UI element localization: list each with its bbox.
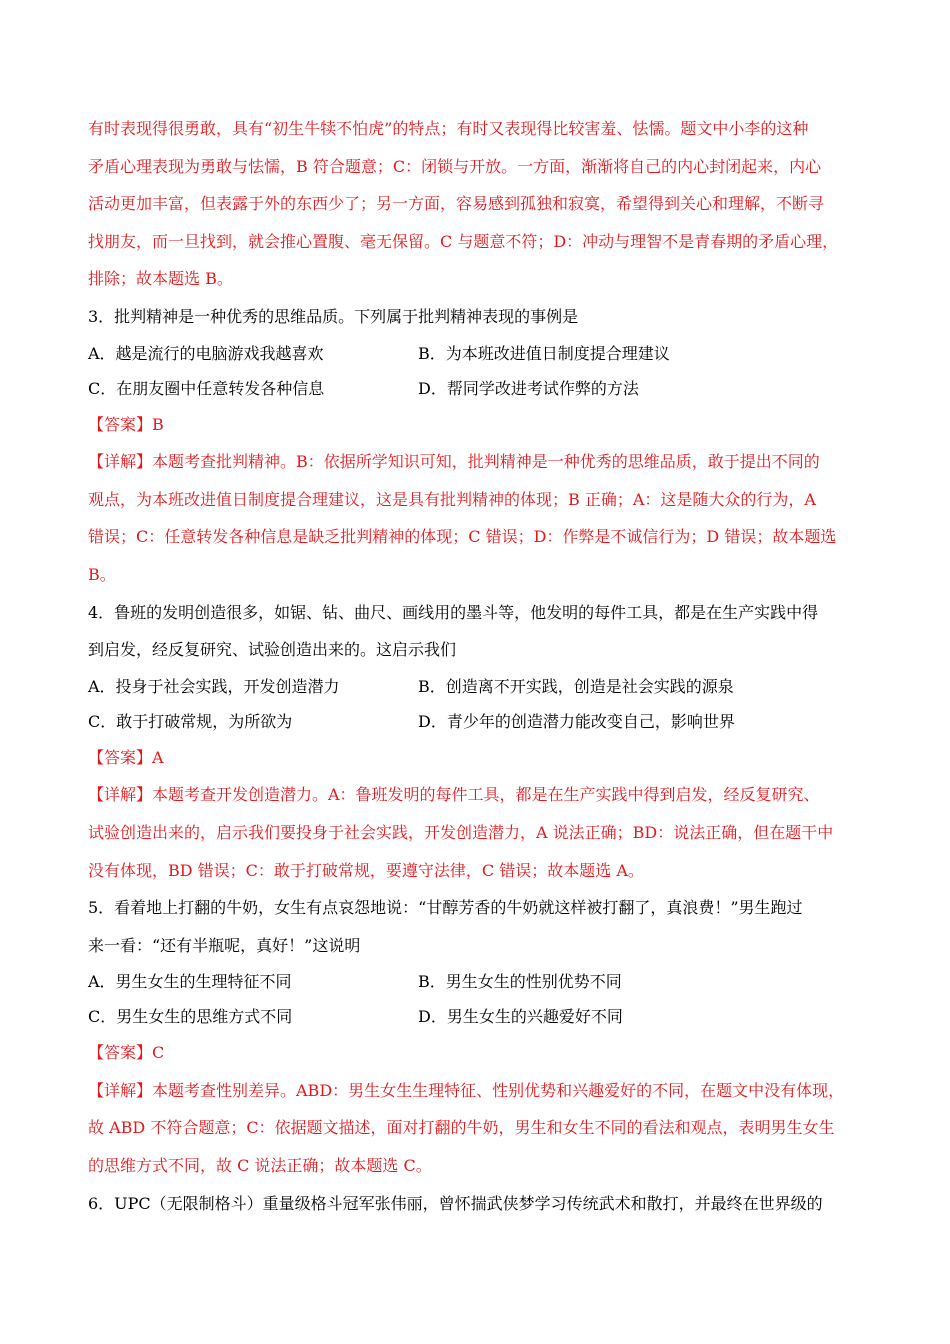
question-explanation [88, 443, 868, 593]
explanation-line: 找朋友，而一旦找到，就会推心置腹、毫无保留。C 与题意不符；D：冲动与理智不是青春期的矛盾心理， [88, 231, 839, 251]
explanation-line: 活动更加丰富，但表露于外的东西少了；另一方面，容易感到孤独和寂寞，希望得到关心和理解，不断寻 [88, 194, 825, 214]
question-stem: 到启发，经反复研究、试验创造出来的。这启示我们 [88, 640, 457, 660]
options-row [88, 336, 868, 371]
explanation-line: 【详解】本题考查批判精神。B：依据所学知识可知，批判精神是一种优秀的思维品质，敢于提出不同的 [88, 452, 820, 472]
document-page [88, 110, 868, 1222]
option-d: D．帮同学改进考试作弊的方法 [418, 378, 639, 398]
option-d: D．男生女生的兴趣爱好不同 [418, 1007, 623, 1027]
option-c: C．敢于打破常规，为所欲为 [88, 711, 293, 731]
question-6 [88, 1185, 868, 1223]
question-stem: 4．鲁班的发明创造很多，如锯、钻、曲尺、画线用的墨斗等，他发明的每件工具，都是在生产实践中得 [88, 602, 819, 622]
previous-explanation-continuation [88, 110, 868, 298]
question-stem: 来一看：“还有半瓶呢，真好！”这说明 [88, 935, 361, 955]
option-c: C．男生女生的思维方式不同 [88, 1007, 293, 1027]
explanation-line: 的思维方式不同，故 C 说法正确；故本题选 C。 [88, 1156, 432, 1176]
options-row [88, 669, 868, 704]
option-b: B．为本班改进值日制度提合理建议 [418, 343, 670, 363]
explanation-line: 排除；故本题选 B。 [88, 269, 233, 289]
explanation-line: 没有体现，BD 错误；C：敢于打破常规，要遵守法律，C 错误；故本题选 A。 [88, 860, 644, 880]
explanation-line: 有时表现得很勇敢，具有“初生牛犊不怕虎”的特点；有时又表现得比较害羞、怯懦。题文中小李的这种 [88, 119, 809, 138]
explanation-line: 错误；C：任意转发各种信息是缺乏批判精神的体现；C 错误；D：作弊是不诚信行为；D 错误；故本题选 [88, 527, 837, 547]
option-a: A．男生女生的生理特征不同 [88, 972, 292, 992]
explanation-line: 观点，为本班改进值日制度提合理建议，这是具有批判精神的体现；B 正确；A：这是随大众的行为，A [88, 489, 816, 509]
answer-label: 【答案】B [88, 414, 164, 434]
question-stem: 5．看着地上打翻的牛奶，女生有点哀怨地说：“甘醇芳香的牛奶就这样被打翻了，真浪费！”男生跑过 [88, 898, 803, 918]
option-c: C．在朋友圈中任意转发各种信息 [88, 378, 325, 398]
options-row [88, 704, 868, 739]
question-explanation [88, 1072, 868, 1185]
explanation-line: 【详解】本题考查开发创造潜力。A：鲁班发明的每件工具，都是在生产实践中得到启发，经反复研究、 [88, 785, 820, 805]
question-3 [88, 298, 868, 594]
question-stem: 3．批判精神是一种优秀的思维品质。下列属于批判精神表现的事例是 [88, 306, 579, 326]
options-row [88, 371, 868, 406]
option-a: A．越是流行的电脑游戏我越喜欢 [88, 343, 324, 363]
options-row [88, 964, 868, 999]
option-d: D．青少年的创造潜力能改变自己，影响世界 [418, 711, 735, 731]
question-4 [88, 594, 868, 890]
explanation-line: B。 [88, 564, 116, 584]
question-stem: 6．UPC（无限制格斗）重量级格斗冠军张伟丽，曾怀揣武侠梦学习传统武术和散打，并最终在世界级的 [88, 1193, 823, 1213]
explanation-line: 试验创造出来的，启示我们要投身于社会实践，开发创造潜力，A 说法正确；BD：说法正确，但在题干中 [88, 822, 834, 842]
explanation-line: 矛盾心理表现为勇敢与怯懦，B 符合题意；C：闭锁与开放。一方面，渐渐将自己的内心封闭起来，内心 [88, 156, 822, 176]
option-a: A．投身于社会实践，开发创造潜力 [88, 676, 340, 696]
answer-label: 【答案】A [88, 747, 164, 767]
option-b: B．男生女生的性别优势不同 [418, 972, 622, 992]
options-row [88, 999, 868, 1034]
option-b: B．创造离不开实践，创造是社会实践的源泉 [418, 676, 734, 696]
question-explanation [88, 776, 868, 889]
question-5 [88, 889, 868, 1185]
explanation-line: 【详解】本题考查性别差异。ABD：男生女生生理特征、性别优势和兴趣爱好的不同，在题文中没有体现， [88, 1080, 845, 1100]
answer-label: 【答案】C [88, 1043, 165, 1063]
explanation-line: 故 ABD 不符合题意；C：依据题文描述，面对打翻的牛奶，男生和女生不同的看法和观点，表明男生女生 [88, 1118, 835, 1138]
